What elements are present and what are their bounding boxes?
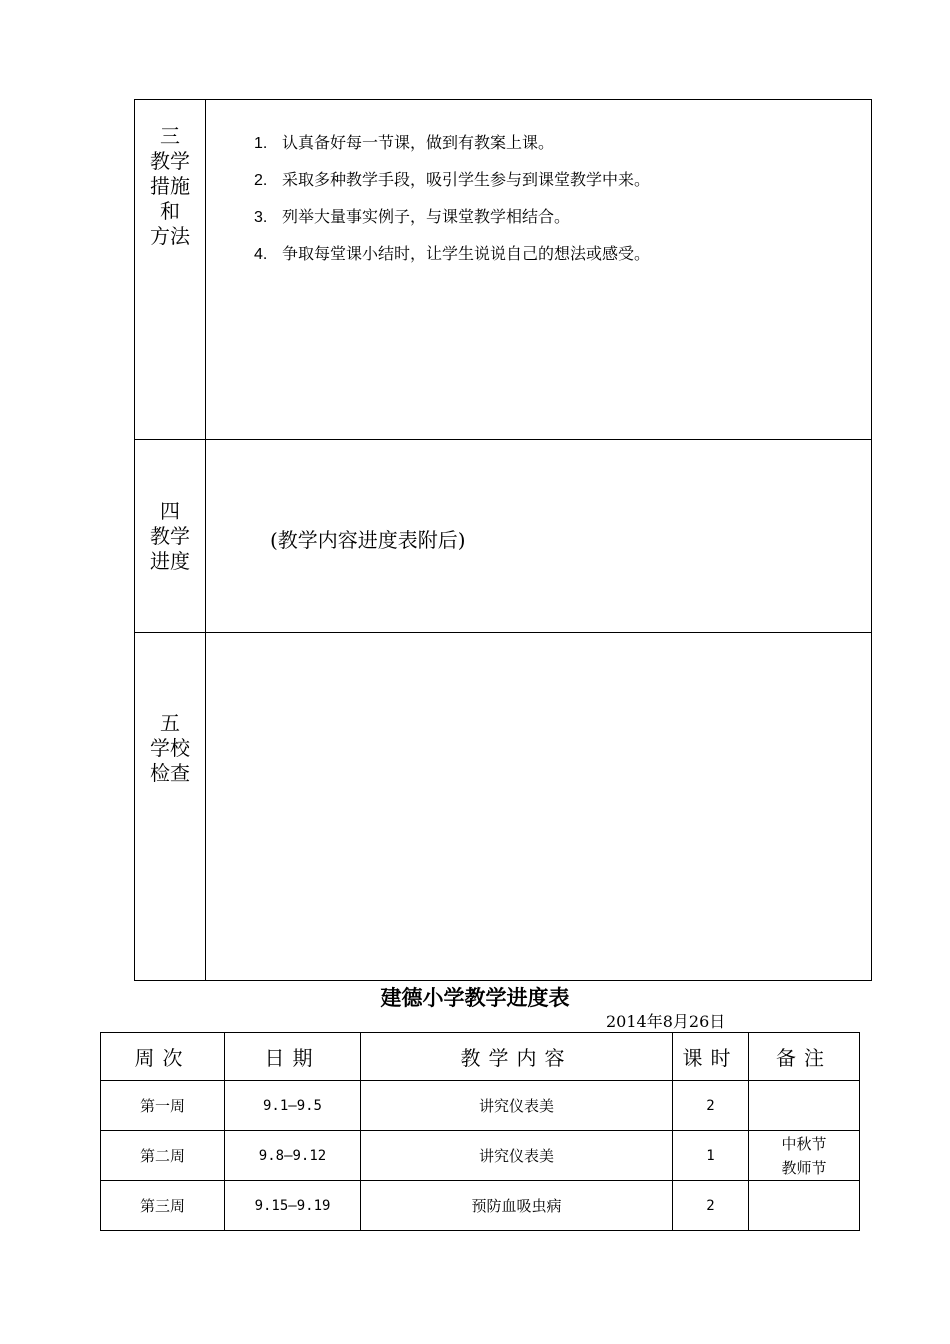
label-line: 进度: [150, 548, 190, 573]
hours-cell: 1: [673, 1131, 749, 1181]
label-line: 学校: [150, 736, 190, 760]
item-text: 采取多种教学手段，吸引学生参与到课堂教学中来。: [282, 170, 651, 189]
content-cell: 讲究仪表美: [361, 1131, 673, 1181]
item-number: 4.: [254, 246, 268, 263]
header-row: [101, 1033, 860, 1081]
table-row: [101, 1181, 860, 1231]
item-number: 3.: [254, 209, 268, 226]
date-cell: 9.15—9.19: [225, 1181, 361, 1231]
note-line: 教师节: [781, 1158, 827, 1177]
label-line: 措施: [150, 174, 190, 198]
week-cell: 第一周: [101, 1081, 225, 1131]
label-line: 五: [160, 711, 180, 735]
header-notes: 备注: [749, 1033, 860, 1081]
section-4-content: [206, 440, 872, 633]
label-line: 三: [160, 124, 180, 148]
schedule-date: 2014年8月26日: [606, 1012, 726, 1031]
item-number: 1.: [254, 135, 268, 152]
label-line: 四: [160, 498, 180, 523]
table-row: [101, 1131, 860, 1181]
hours-cell: 2: [673, 1181, 749, 1231]
label-line: 和: [160, 199, 180, 223]
date-cell: 9.8—9.12: [225, 1131, 361, 1181]
content-cell: 预防血吸虫病: [361, 1181, 673, 1231]
list-item: [254, 124, 871, 161]
progress-note: (教学内容进度表附后): [270, 528, 466, 552]
section-5-row: [135, 633, 872, 981]
note-line: 中秋节: [781, 1134, 827, 1153]
section-5-content: [206, 633, 872, 981]
item-text: 争取每堂课小结时，让学生说说自己的想法或感受。: [282, 244, 651, 263]
hours-cell: 2: [673, 1081, 749, 1131]
schedule-table: [100, 1032, 860, 1231]
date-cell: 9.1—9.5: [225, 1081, 361, 1131]
label-line: 教学: [150, 523, 190, 548]
content-cell: 讲究仪表美: [361, 1081, 673, 1131]
header-content: 教学内容: [361, 1033, 673, 1081]
header-week: 周次: [101, 1033, 225, 1081]
section-4-label: [135, 440, 206, 633]
notes-cell: [749, 1181, 860, 1231]
item-number: 2.: [254, 172, 268, 189]
section-3-label: [135, 100, 206, 440]
table-row: [101, 1081, 860, 1131]
notes-cell: [749, 1131, 860, 1181]
week-cell: 第二周: [101, 1131, 225, 1181]
header-date: 日期: [225, 1033, 361, 1081]
section-3-row: [135, 100, 872, 440]
notes-cell: [749, 1081, 860, 1131]
schedule-title: 建德小学教学进度表: [380, 985, 570, 1010]
week-cell: 第三周: [101, 1181, 225, 1231]
measure-list: [206, 100, 871, 272]
label-line: 检查: [150, 761, 190, 785]
section-3-content: [206, 100, 872, 440]
section-4-row: [135, 440, 872, 633]
list-item: [254, 198, 871, 235]
list-item: [254, 161, 871, 198]
item-text: 认真备好每一节课，做到有教案上课。: [282, 133, 555, 152]
section-5-label: [135, 633, 206, 981]
label-line: 方法: [150, 224, 190, 248]
list-item: [254, 235, 871, 272]
teaching-plan-table: [134, 99, 872, 981]
item-text: 列举大量事实例子，与课堂教学相结合。: [282, 207, 571, 226]
label-line: 教学: [150, 149, 190, 173]
header-hours: 课时: [673, 1033, 749, 1081]
